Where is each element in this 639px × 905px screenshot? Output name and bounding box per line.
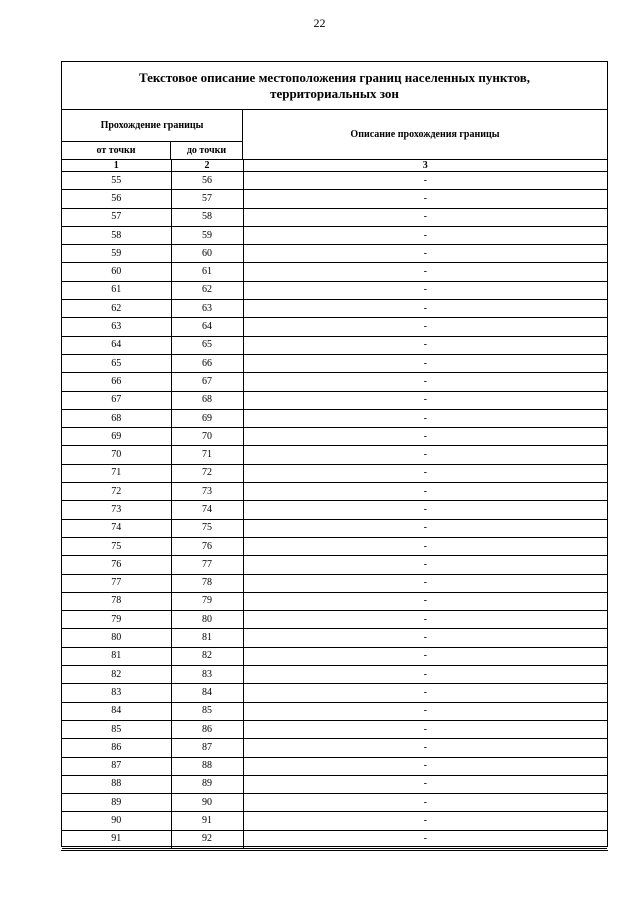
- to-point-cell: 85: [171, 702, 243, 720]
- to-point-cell: 72: [171, 464, 243, 482]
- table-row: [62, 245, 607, 263]
- column-number: 1: [62, 160, 171, 172]
- to-point-cell: 73: [171, 483, 243, 501]
- to-point-cell: 92: [171, 830, 243, 848]
- description-cell: -: [243, 190, 607, 208]
- to-point-cell: 64: [171, 318, 243, 336]
- description-cell: -: [243, 300, 607, 318]
- description-cell: -: [243, 428, 607, 446]
- table-row: [62, 647, 607, 665]
- from-point-cell: 59: [62, 245, 171, 263]
- from-point-cell: 64: [62, 336, 171, 354]
- description-cell: -: [243, 318, 607, 336]
- table-row: [62, 519, 607, 537]
- table-row: [62, 373, 607, 391]
- table-row: [62, 263, 607, 281]
- from-point-cell: 75: [62, 537, 171, 555]
- to-point-cell: 67: [171, 373, 243, 391]
- to-point-cell: 71: [171, 446, 243, 464]
- boundary-table: [62, 160, 607, 849]
- from-point-cell: 88: [62, 775, 171, 793]
- from-point-cell: 62: [62, 300, 171, 318]
- from-point-cell: 89: [62, 794, 171, 812]
- description-cell: -: [243, 464, 607, 482]
- to-point-cell: 84: [171, 684, 243, 702]
- table-row: [62, 281, 607, 299]
- column-number: 2: [171, 160, 243, 172]
- from-point-cell: 83: [62, 684, 171, 702]
- to-point-cell: 88: [171, 757, 243, 775]
- to-point-cell: 57: [171, 190, 243, 208]
- header-boundary-passage: Прохождение границы: [62, 110, 243, 142]
- to-point-cell: 56: [171, 172, 243, 190]
- to-point-cell: 83: [171, 666, 243, 684]
- to-point-cell: 77: [171, 556, 243, 574]
- from-point-cell: 61: [62, 281, 171, 299]
- table-row: [62, 318, 607, 336]
- description-cell: -: [243, 574, 607, 592]
- description-cell: -: [243, 739, 607, 757]
- to-point-cell: 76: [171, 537, 243, 555]
- description-cell: -: [243, 373, 607, 391]
- description-cell: -: [243, 226, 607, 244]
- to-point-cell: 62: [171, 281, 243, 299]
- table-row: [62, 720, 607, 738]
- to-point-cell: 69: [171, 409, 243, 427]
- from-point-cell: 70: [62, 446, 171, 464]
- to-point-cell: 61: [171, 263, 243, 281]
- to-point-cell: 60: [171, 245, 243, 263]
- table-row: [62, 483, 607, 501]
- table-row: [62, 172, 607, 190]
- from-point-cell: 68: [62, 409, 171, 427]
- to-point-cell: 91: [171, 812, 243, 830]
- description-cell: -: [243, 208, 607, 226]
- from-point-cell: 63: [62, 318, 171, 336]
- to-point-cell: 79: [171, 592, 243, 610]
- header-to-point: до точки: [171, 142, 243, 159]
- description-cell: -: [243, 501, 607, 519]
- header-description: Описание прохождения границы: [350, 129, 500, 140]
- table-row: [62, 556, 607, 574]
- table-row: [62, 464, 607, 482]
- description-cell: -: [243, 409, 607, 427]
- from-point-cell: 73: [62, 501, 171, 519]
- table-row: [62, 336, 607, 354]
- to-point-cell: 82: [171, 647, 243, 665]
- from-point-cell: 55: [62, 172, 171, 190]
- table-row: [62, 666, 607, 684]
- table-row: [62, 757, 607, 775]
- bottom-rule: [61, 850, 608, 851]
- from-point-cell: 82: [62, 666, 171, 684]
- description-cell: -: [243, 483, 607, 501]
- table-row: [62, 574, 607, 592]
- description-cell: -: [243, 702, 607, 720]
- table-row: [62, 354, 607, 372]
- table-row: [62, 739, 607, 757]
- from-point-cell: 87: [62, 757, 171, 775]
- boundary-table-sheet: [61, 61, 608, 847]
- description-cell: -: [243, 446, 607, 464]
- table-row: [62, 501, 607, 519]
- to-point-cell: 65: [171, 336, 243, 354]
- description-cell: -: [243, 263, 607, 281]
- table-row: [62, 830, 607, 848]
- description-cell: -: [243, 629, 607, 647]
- description-cell: -: [243, 537, 607, 555]
- table-row: [62, 702, 607, 720]
- from-point-cell: 84: [62, 702, 171, 720]
- to-point-cell: 63: [171, 300, 243, 318]
- description-cell: -: [243, 757, 607, 775]
- column-number: 3: [243, 160, 607, 172]
- description-cell: -: [243, 775, 607, 793]
- table-row: [62, 391, 607, 409]
- from-point-cell: 67: [62, 391, 171, 409]
- description-cell: -: [243, 354, 607, 372]
- table-row: [62, 409, 607, 427]
- from-point-cell: 81: [62, 647, 171, 665]
- from-point-cell: 76: [62, 556, 171, 574]
- description-cell: -: [243, 611, 607, 629]
- description-cell: -: [243, 666, 607, 684]
- table-row: [62, 684, 607, 702]
- to-point-cell: 75: [171, 519, 243, 537]
- table-row: [62, 190, 607, 208]
- description-cell: -: [243, 684, 607, 702]
- from-point-cell: 69: [62, 428, 171, 446]
- column-number-row: [62, 160, 607, 172]
- to-point-cell: 58: [171, 208, 243, 226]
- table-title: Текстовое описание местоположения границ населенных пунктов, территориальных зон: [62, 62, 607, 110]
- from-point-cell: 77: [62, 574, 171, 592]
- to-point-cell: 87: [171, 739, 243, 757]
- to-point-cell: 86: [171, 720, 243, 738]
- table-row: [62, 611, 607, 629]
- to-point-cell: 78: [171, 574, 243, 592]
- description-cell: -: [243, 245, 607, 263]
- from-point-cell: 74: [62, 519, 171, 537]
- to-point-cell: 89: [171, 775, 243, 793]
- from-point-cell: 86: [62, 739, 171, 757]
- from-point-cell: 90: [62, 812, 171, 830]
- description-cell: -: [243, 281, 607, 299]
- table-row: [62, 446, 607, 464]
- from-point-cell: 60: [62, 263, 171, 281]
- table-row: [62, 812, 607, 830]
- description-cell: -: [243, 391, 607, 409]
- description-cell: -: [243, 794, 607, 812]
- to-point-cell: 59: [171, 226, 243, 244]
- description-cell: -: [243, 519, 607, 537]
- table-header: [62, 110, 607, 160]
- to-point-cell: 81: [171, 629, 243, 647]
- from-point-cell: 78: [62, 592, 171, 610]
- to-point-cell: 74: [171, 501, 243, 519]
- to-point-cell: 90: [171, 794, 243, 812]
- description-cell: -: [243, 830, 607, 848]
- to-point-cell: 68: [171, 391, 243, 409]
- table-row: [62, 208, 607, 226]
- from-point-cell: 58: [62, 226, 171, 244]
- table-row: [62, 629, 607, 647]
- description-cell: -: [243, 336, 607, 354]
- table-row: [62, 775, 607, 793]
- from-point-cell: 91: [62, 830, 171, 848]
- to-point-cell: 80: [171, 611, 243, 629]
- from-point-cell: 66: [62, 373, 171, 391]
- description-cell: -: [243, 556, 607, 574]
- header-from-point: от точки: [62, 142, 171, 159]
- description-cell: -: [243, 592, 607, 610]
- table-row: [62, 794, 607, 812]
- description-cell: -: [243, 720, 607, 738]
- from-point-cell: 56: [62, 190, 171, 208]
- from-point-cell: 57: [62, 208, 171, 226]
- from-point-cell: 80: [62, 629, 171, 647]
- from-point-cell: 72: [62, 483, 171, 501]
- from-point-cell: 71: [62, 464, 171, 482]
- to-point-cell: 66: [171, 354, 243, 372]
- table-row: [62, 592, 607, 610]
- page-number: 22: [313, 16, 326, 30]
- table-row: [62, 226, 607, 244]
- from-point-cell: 65: [62, 354, 171, 372]
- table-row: [62, 428, 607, 446]
- table-row: [62, 537, 607, 555]
- description-cell: -: [243, 647, 607, 665]
- description-cell: -: [243, 812, 607, 830]
- from-point-cell: 79: [62, 611, 171, 629]
- description-cell: -: [243, 172, 607, 190]
- from-point-cell: 85: [62, 720, 171, 738]
- to-point-cell: 70: [171, 428, 243, 446]
- table-row: [62, 300, 607, 318]
